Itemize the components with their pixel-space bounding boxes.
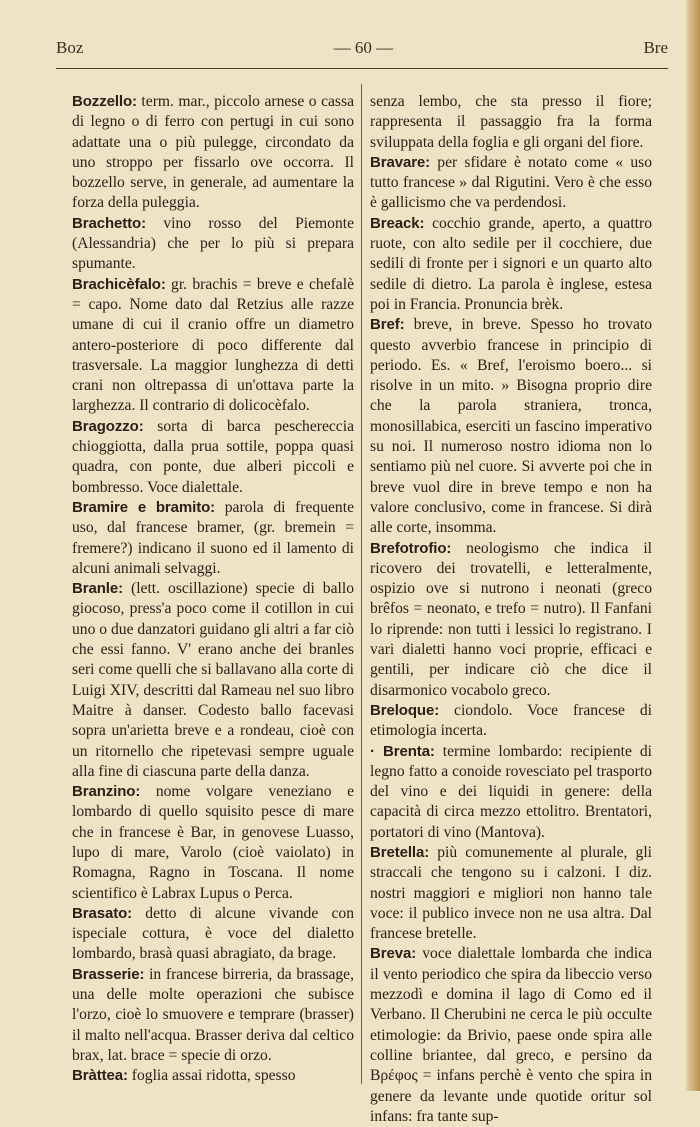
entry-text: ciondolo. Voce francese di etimologia incerta. (370, 701, 652, 740)
entry (72, 417, 354, 498)
entry-text: voce dialettale lombarda che indica il vento periodico che spira da libeccio verso mezzodì e domina il lago di Como ed il Verbano. Il Cherubini ne cerca le più occulte etimologie: da Brivio, paese onde spira alle colline briantee, dal greco, e persino da Βρέφος = infans perchè è vento che spira in genere da levante unde quotide oritur sol infans: fra tante sup- (370, 945, 652, 1125)
entry-text: nome volgare veneziano e lombardo di quello squisito pesce di mare che in francese è Bar, in genovese Luasso, lupo di mare, Varolo (cioè vaiolato) in Romagna, Ragno in Toscana. Il nome scientifico è Labrax Lupus o Perca. (72, 783, 354, 902)
entry-head: Bragozzo: (72, 417, 144, 435)
entry (370, 153, 652, 214)
page-edge (686, 0, 700, 1091)
entry-text: (lett. oscillazione) specie di ballo giocoso, press'a poco come il cotillon in cui uno o due danzatori guidano gli altri a far ciò che essi fanno. V' erano anche dei branles seri come quelli che si ballavano alla corte di Luigi XIV, descritti dal Rameau nel suo libro Maitre à danser. Codesto ballo facevasi sopra un'arietta breve e a rondeau, cioè con un ritornello che ripetevasi sempre uguale alla fine di ciascuna parte della danza. (72, 580, 354, 780)
entry-text: termine lombardo: recipiente di legno fatto a conoide rovesciato pel trasporto del vino e dei liquidi in genere: della capacità di circa mezzo ettolitro. Brentatori, portatori di vino (Mantova). (370, 742, 652, 841)
entry-text: term. mar., piccolo arnese o cassa di legno o di ferro con pertugi in cui sono adattate una o più pulegge, circondato da uno stroppo per fissarlo ove occorra. Il bozzello serve, in generale, ad aumentare la forza della puleggia. (72, 93, 354, 212)
entry-head: Branzino: (72, 783, 141, 801)
entry-head: Bràttea: (72, 1067, 128, 1085)
entry (370, 843, 652, 944)
entry-head: Bretella: (370, 843, 430, 861)
entry (72, 579, 354, 782)
entry (370, 315, 652, 538)
entry (72, 498, 354, 579)
entry-head: Bravare: (370, 153, 431, 171)
entry-text: vino rosso del Piemonte (Alessandria) che per lo più si prepara spumante. (72, 214, 354, 273)
entry-text: più comunemente al plurale, gli straccali che tengono su i calzoni. I diz. nostri maggiori e migliori non hanno tale voce: il publico invece non ne usa altra. Dal francese bretelle. (370, 843, 652, 943)
entry (370, 214, 652, 315)
header-left: Boz (56, 38, 84, 57)
entry (72, 92, 354, 214)
entry (72, 904, 354, 965)
entry-head: Brachicèfalo: (72, 275, 166, 293)
entry-text: foglia assai ridotta, spesso (127, 1067, 296, 1085)
entry-head: · Brenta: (370, 742, 435, 760)
entry-text: breve, in breve. Spesso ho trovato questo avverbio francese in principio di periodo. Es. « Bref, l'eroismo boero... si risolve in un mito. » Bisogna proprio dire che la parola straniera, tronca, monosillabica, eserciti un fascino imperativo su noi. Il numeroso nostro idioma non lo sentiamo più nel cuore. Si avverte poi che in breve vuol dire in breve tempo e non ha valore conclusivo, come in francese. Si dirà alle corte, insomma. (370, 316, 652, 537)
entry (370, 539, 652, 701)
entry (72, 965, 354, 1066)
entry (370, 701, 652, 742)
entry-text: senza lembo, che sta presso il fiore; rappresenta il passaggio fra la forma sviluppata della foglia e gli organi del fiore. (370, 93, 652, 151)
entry-text: neologismo che indica il ricovero dei trovatelli, e letteralmente, ospizio ove si nutrono i neonati (greco brêfos = neonato, e trefo = nutro). Il Fanfani lo riprende: non tutti i lessici lo registrano. I vari dialetti hanno voci proprie, efficaci e gentili, per indicare ciò che dice il disarmonico vocabolo greco. (370, 539, 652, 699)
page-number: — 60 — (333, 38, 394, 57)
header-rule (56, 68, 668, 69)
column-divider (361, 84, 362, 1084)
entry-head: Bozzello: (72, 93, 137, 110)
entry-text: in francese birreria, da brassage, una delle molte operazioni che subisce l'orzo, cioè lo smuovere e temprare (brasser) il malto nell'acqua. Brasser deriva dal celtico brax, lat. brace = specie di orzo. (72, 965, 354, 1064)
entry-head: Bramire e bramito: (72, 498, 216, 516)
entry-head: Brasserie: (72, 965, 145, 983)
entry-text: sorta di barca peschereccia chioggiotta, dalla prua sottile, poppa quasi quadra, con ponte, due alberi piccoli e bombresso. Voce dialettale. (72, 417, 354, 496)
running-header (56, 38, 668, 62)
entry-head: Brefotrofio: (370, 539, 452, 557)
entry (72, 782, 354, 904)
entry-text: detto di alcune vivande con ispeciale cottura, è voce del dialetto lombardo, brasà quasi abragiato, da brage. (72, 904, 354, 963)
left-column (72, 92, 354, 1087)
entry (72, 275, 354, 417)
entry-continuation (370, 92, 652, 153)
entry-head: Brasato: (72, 904, 133, 922)
entry (370, 742, 652, 843)
entry-head: Breloque: (370, 701, 440, 719)
entry-head: Branle: (72, 580, 123, 598)
entry-head: Breva: (370, 945, 417, 963)
entry-head: Brachetto: (72, 214, 147, 232)
entry-head: Bref: (370, 316, 405, 334)
right-column (370, 92, 652, 1127)
entry-text: per sfidare è notato come « uso tutto francese » dal Rigutini. Vero è che esso è gallicismo che va perdendosi. (370, 153, 652, 212)
entry-text: gr. brachis = breve e chefalè = capo. Nome dato dal Retzius alle razze umane di cui il cranio offre un diametro antero-posteriore di poco differente dal trasversale. La maggior lunghezza di detti crani non oltrepassa di un'ottava parte la larghezza. Il contrario di dolicocèfalo. (72, 275, 354, 415)
entry (72, 1066, 354, 1086)
entry (72, 214, 354, 275)
entry (370, 944, 652, 1127)
header-right: Bre (643, 38, 668, 57)
entry-text: cocchio grande, aperto, a quattro ruote, con alto sedile per il cocchiere, due sedili di fronte per i signori e un quarto alto sedile di dietro. La parola è inglese, estesa poi in Francia. Pronuncia brèk. (370, 214, 652, 313)
entry-head: Breack: (370, 214, 425, 232)
entry-text: parola di frequente uso, dal francese bramer, (gr. bremein = fremere?) indicano il suono ed il lamento di alcuni animali selvaggi. (72, 498, 354, 577)
